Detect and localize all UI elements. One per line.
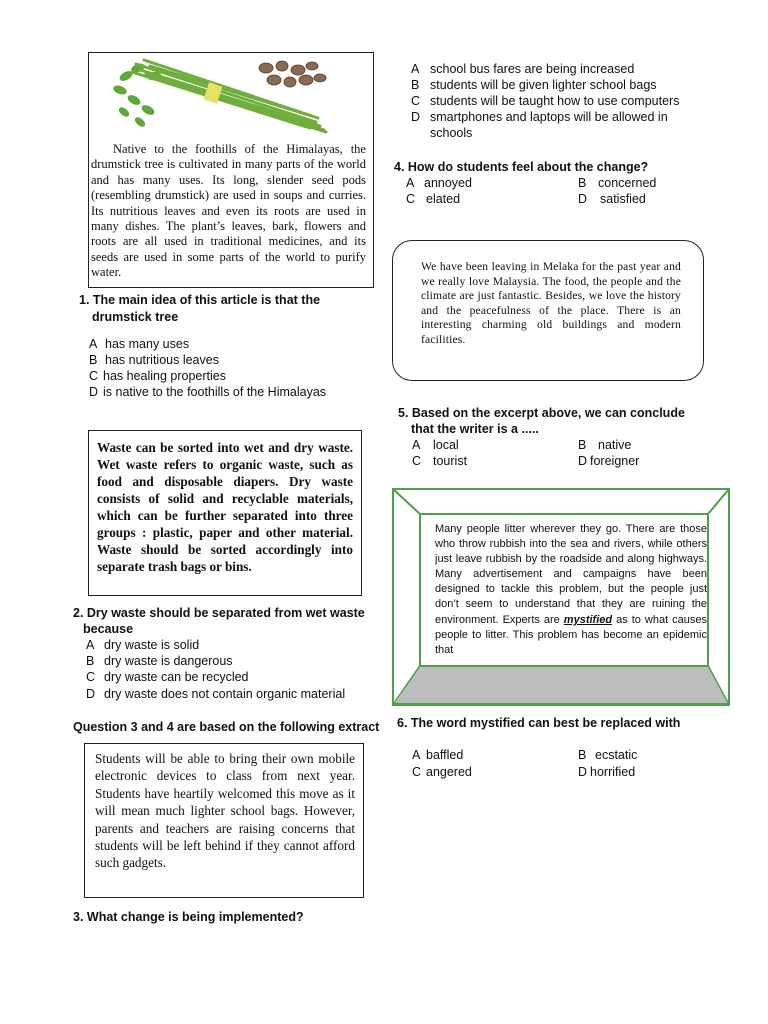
q1-option-c[interactable]: C has healing properties xyxy=(89,369,226,383)
q5-option-d[interactable]: D foreigner xyxy=(578,454,640,468)
q1-option-d[interactable]: D is native to the foothills of the Himalayas xyxy=(89,385,327,399)
q1-stem-line2: drumstick tree xyxy=(92,310,179,324)
q3-option-a[interactable]: A school bus fares are being increased xyxy=(411,62,635,76)
litter-article-text: Many people litter wherever they go. There are those who throw rubbish into the sea and rivers, while others just leave rubbish by the roadside and along highways. Many advertisement and campaigns have been designed to tackle this problem, but the people just don’t seem to understand that they are ruining the environment. Experts are mystified as to what causes people to litter. This problem has become an epidemic that xyxy=(435,523,707,656)
devices-article-box xyxy=(84,743,364,898)
q6-option-d[interactable]: D horrified xyxy=(578,765,636,779)
q6-stem: 6. The word mystified can best be replaced with xyxy=(397,716,681,730)
q2-option-c[interactable]: C dry waste can be recycled xyxy=(86,670,249,684)
waste-article-box xyxy=(88,430,362,596)
q2-option-d[interactable]: D dry waste does not contain organic material xyxy=(86,687,346,701)
q3-option-c[interactable]: C students will be taught how to use computers xyxy=(411,94,680,108)
waste-article-text: Waste can be sorted into wet and dry waste. Wet waste refers to organic waste, such as food and disposable diapers. Dry waste consists of solid and recyclable materials, which can be further separated into three groups : plastic, paper and other material. Waste should be sorted accordingly into separate trash bags or bins. xyxy=(97,440,353,574)
melaka-excerpt-box xyxy=(392,240,704,381)
q2-option-b[interactable]: B dry waste is dangerous xyxy=(86,654,233,668)
q3-option-d[interactable]: D smartphones and laptops will be allowed in xyxy=(411,110,668,124)
q5-option-c[interactable]: C tourist xyxy=(412,454,468,468)
q3-option-b[interactable]: B students will be given lighter school bags xyxy=(411,78,657,92)
q5-stem-line1: 5. Based on the excerpt above, we can conclude xyxy=(398,406,685,420)
q5-option-a[interactable]: A local xyxy=(412,438,459,452)
q2-stem-line2: because xyxy=(83,622,134,636)
q6-option-a[interactable]: A baffled xyxy=(412,748,464,762)
devices-article-text: Students will be able to bring their own mobile electronic devices to class from next year. Students have heartily welcomed this move as it will mean much lighter school bags. However, parents and teachers are raising concerns that students will be left behind if they cannot afford such gadgets. xyxy=(95,751,355,871)
q4-option-d[interactable]: D satisfied xyxy=(578,192,646,206)
q2-stem-line1: 2. Dry waste should be separated from wet waste xyxy=(73,606,365,620)
q1-option-a[interactable]: A has many uses xyxy=(89,337,190,351)
q3-option-d-cont: schools xyxy=(430,126,473,140)
q3-stem: 3. What change is being implemented? xyxy=(73,910,304,924)
drumstick-article-text: Native to the foothills of the Himalayas, the drumstick tree is cultivated in many parts of the world and has many uses. Its long, slender seed pods (resembling drumstick) are used in soups and curries. Its nutritious leaves and even its roots are used in many dishes. The plant’s leaves, bark, flowers and roots are all used in traditional medicines, and its seeds are used in some parts of the world to purify water. xyxy=(91,142,366,280)
q1-stem-line1: 1. The main idea of this article is that the xyxy=(79,293,321,307)
drumstick-illustration xyxy=(106,56,374,136)
q4-option-a[interactable]: A annoyed xyxy=(406,176,472,190)
melaka-excerpt-text: We have been leaving in Melaka for the past year and we really love Malaysia. The food, the people and the climate are just fantastic. Besides, we love the history and the peacefulness of the place. There is an interesting charming old buildings and modern facilities. xyxy=(421,260,681,346)
q1-option-b[interactable]: B has nutritious leaves xyxy=(89,353,219,367)
q5-stem-line2: that the writer is a ..... xyxy=(411,422,539,436)
q4-option-b[interactable]: B concerned xyxy=(578,176,657,190)
mystified-word: mystified xyxy=(563,613,613,626)
q6-option-b[interactable]: B ecstatic xyxy=(578,748,638,762)
q5-option-b[interactable]: B native xyxy=(578,438,632,452)
q2-option-a[interactable]: A dry waste is solid xyxy=(86,638,200,652)
q6-option-c[interactable]: C angered xyxy=(412,765,472,779)
extract-heading: Question 3 and 4 are based on the following extract xyxy=(73,720,380,734)
q4-option-c[interactable]: C elated xyxy=(406,192,461,206)
q4-stem: 4. How do students feel about the change? xyxy=(394,160,649,174)
